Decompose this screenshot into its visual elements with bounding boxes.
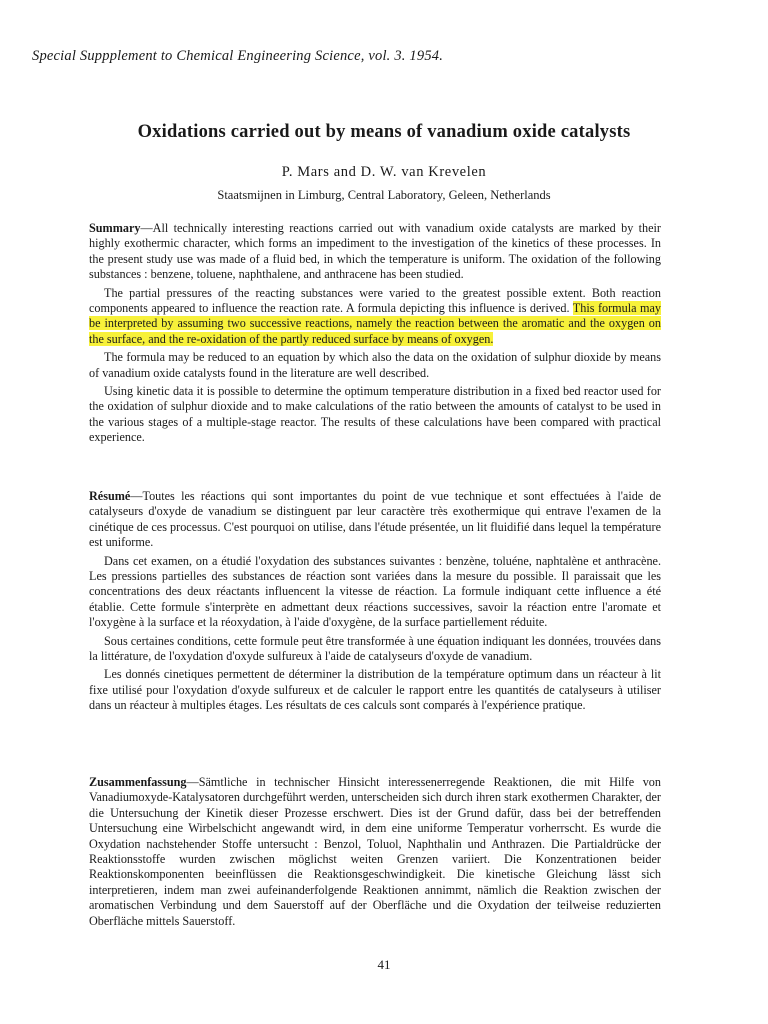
journal-header: Special Suppplement to Chemical Engineering Science, vol. 3. 1954. [32, 48, 444, 64]
zusammenfassung-heading: Zusammenfassung [89, 775, 187, 789]
resume-paragraph-2: Dans cet examen, on a étudié l'oxydation des substances suivantes : benzène, toluéne, naphtalène et anthracène. Les pressions partielles des substances de réaction sont variées dans la mesure du possible. Il paraissait que les concentrations des deux réactants influencent la vitesse de réaction. La formule indiquant cette influence a été établie. Cette formule s'interprète en admettant deux réactions successives, savoir la réaction entre l'aromate et l'oxygène à la surface et la réoxydation, à l'aide d'oxygène, de la surface partiellement réduite. [89, 553, 661, 630]
summary-heading: Summary [89, 221, 141, 235]
article-affiliation: Staatsmijnen in Limburg, Central Laboratory, Geleen, Netherlands [217, 188, 551, 202]
summary-paragraph-1 [89, 221, 661, 283]
summary-text-2: The partial pressures of the reacting substances were varied to the greatest possible extent. Both reaction components appeared to influence the reaction rate. A formula depicting this influence is derived. [89, 285, 661, 316]
summary-paragraph-2 [89, 286, 661, 348]
resume-paragraph-1 [89, 489, 661, 551]
resume-heading: Résumé [89, 489, 131, 503]
resume-paragraph-3: Sous certaines conditions, cette formule peut être transformée à une équation indiquant les données, trouvées dans la littérature, de l'oxydation d'oxyde sulfureux à l'aide de catalyseurs d'oxyde de vanadium. [89, 633, 661, 664]
zusammenfassung-text-1: —Sämtliche in technischer Hinsicht interessenerregende Reaktionen, die mit Hilfe von Vanadiumoxyde-Katalysatoren durchgeführt werden, unterscheiden sich durch ihren stark exothermen Charakter, der die Untersuchung der Kinetik dieser Prozesse erschwert. Dies ist der Grund dafür, dass bei der betreffenden Untersuchung eine Wirbelschicht angewandt wird, in dem eine uniforme Temperatur vorherrscht. Es wurde die Oxydation nachstehender Stoffe untersucht : Benzol, Toluol, Naphthalin und Anthrazen. Die Partialdrücke der Reaktionsstoffe wurden zwischen möglichst weiten Grenzen variiert. Die Konzentrationen beider Reaktionskomponenten beeinflüssen die Reaktionsgeschwindigkeit. Die kinetische Gleichung lässt sich interpretieren, indem man zwei aufeinanderfolgende Reaktionen annimmt, nämlich die Reaktion zwischen der aromatischen Verbindung und dem Sauerstoff auf der Oberfläche und die Oxydation der teilweise reduzierten Oberfläche mittels Sauerstoff. [89, 775, 661, 928]
page-number: 41 [377, 957, 391, 972]
article-title: Oxidations carried out by means of vanadium oxide catalysts [137, 122, 631, 142]
zusammenfassung-paragraph-1 [89, 775, 661, 929]
zusammenfassung-section [89, 775, 661, 932]
summary-paragraph-4: Using kinetic data it is possible to determine the optimum temperature distribution in a fixed bed reactor used for the oxidation of sulphur dioxide and to make calculations of the ratio between the amounts of catalyst to be used in the various stages of a multiple-stage reactor. The results of these calculations have been compared with practical experience. [89, 384, 661, 445]
summary-paragraph-3: The formula may be reduced to an equation by which also the data on the oxidation of sulphur dioxide by means of vanadium oxide catalysts found in the literature are well described. [89, 350, 661, 380]
resume-paragraph-4: Les donnés cinetiques permettent de déterminer la distribution de la température optimum dans un réacteur à lit fixe utilisé pour l'oxydation d'oxyde sulfureux et de calculer le rapport entre les quantités de catalyseurs à utiliser dans un réacteur à multiples étages. Les résultats de ces calculs sont comparés à l'expérience pratique. [89, 667, 661, 713]
summary-text-1: —All technically interesting reactions carried out with vanadium oxide catalysts are marked by their highly exothermic character, which forms an impediment to the investigation of the kinetics of these processes. In the present study use was made of a fluid bed, in which the temperature is uniform. The oxidation of the following substances : benzene, toluene, naphthalene, and anthracene has been studied. [89, 221, 661, 282]
highlighted-text[interactable]: This formula may be interpreted by assuming two successive reactions, namely the reaction between the aromatic and the oxygen on the surface, and the re-oxidation of the partly reduced surface by means of oxygen. [89, 301, 661, 346]
resume-text-1: —Toutes les réactions qui sont importantes du point de vue technique et sont effectuées à l'aide de catalyseurs d'oxyde de vanadium se distinguent par leur caractère très exothermique qui entrave l'examen de la cinétique de ces processus. C'est pourquoi on utilise, dans l'étude présentée, un lit fluidifié dans lequel la température est uniforme. [89, 489, 661, 550]
resume-section [89, 489, 661, 717]
article-authors: P. Mars and D. W. van Krevelen [281, 164, 487, 180]
summary-section [89, 221, 661, 449]
